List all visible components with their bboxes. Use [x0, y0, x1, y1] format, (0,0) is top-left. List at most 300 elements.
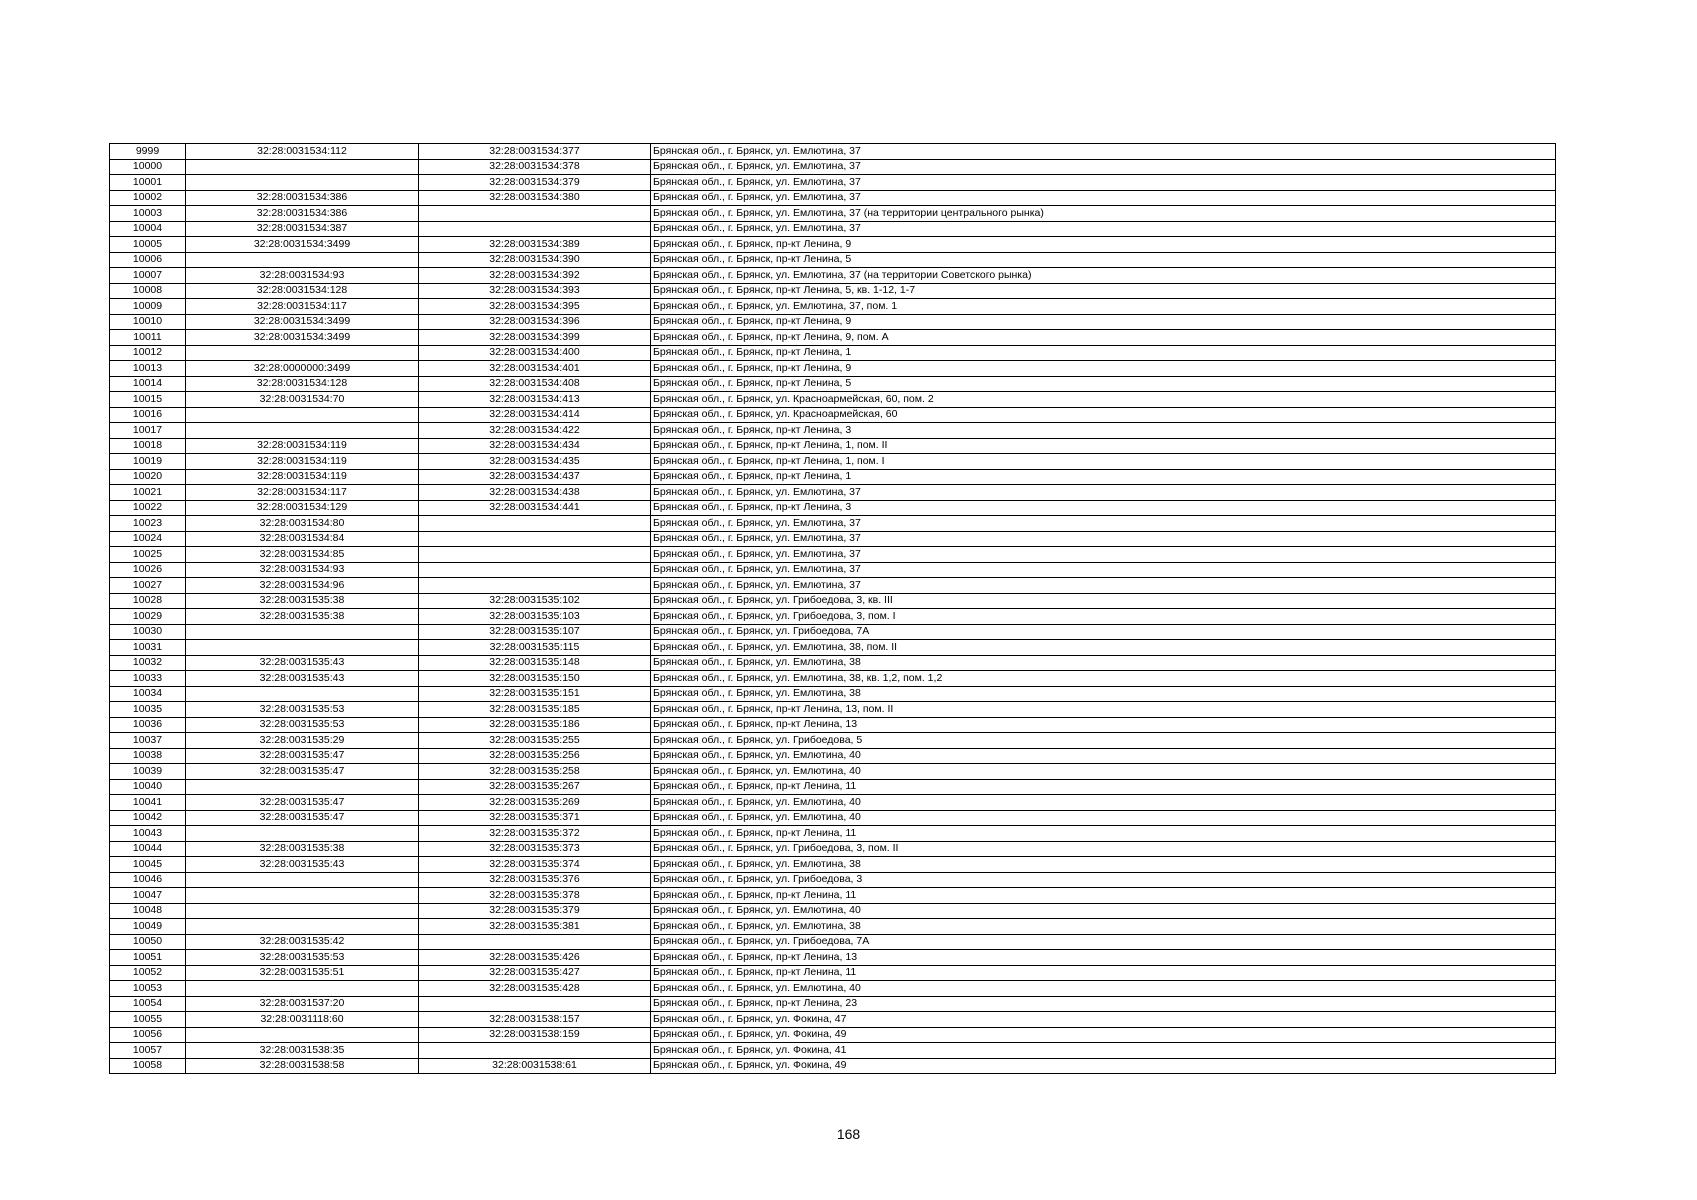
address-cell: Брянская обл., г. Брянск, ул. Емлютина, 37 [651, 547, 1556, 563]
row-number-cell: 10000 [110, 159, 186, 175]
address-cell: Брянская обл., г. Брянск, пр-кт Ленина, 23 [651, 996, 1556, 1012]
address-cell: Брянская обл., г. Брянск, ул. Емлютина, 38 [651, 919, 1556, 935]
object-number-cell: 32:28:0031535:372 [419, 826, 651, 842]
object-number-cell [419, 531, 651, 547]
parcel-number-cell: 32:28:0031535:47 [186, 764, 419, 780]
object-number-cell: 32:28:0031535:426 [419, 950, 651, 966]
table-row [110, 779, 1556, 795]
row-number-cell: 10008 [110, 283, 186, 299]
parcel-number-cell: 32:28:0031534:96 [186, 578, 419, 594]
row-number-cell: 10028 [110, 593, 186, 609]
object-number-cell: 32:28:0031534:390 [419, 252, 651, 268]
object-number-cell: 32:28:0031535:148 [419, 655, 651, 671]
address-cell: Брянская обл., г. Брянск, пр-кт Ленина, 1, пом. II [651, 438, 1556, 454]
row-number-cell: 10015 [110, 392, 186, 408]
object-number-cell: 32:28:0031535:255 [419, 733, 651, 749]
address-cell: Брянская обл., г. Брянск, пр-кт Ленина, 11 [651, 965, 1556, 981]
address-cell: Брянская обл., г. Брянск, ул. Емлютина, 40 [651, 903, 1556, 919]
parcel-number-cell: 32:28:0031534:93 [186, 562, 419, 578]
table-row [110, 438, 1556, 454]
row-number-cell: 10009 [110, 299, 186, 315]
row-number-cell: 10031 [110, 640, 186, 656]
row-number-cell: 10001 [110, 175, 186, 191]
object-number-cell: 32:28:0031535:115 [419, 640, 651, 656]
parcel-number-cell: 32:28:0031538:58 [186, 1058, 419, 1074]
parcel-number-cell: 32:28:0031118:60 [186, 1012, 419, 1028]
table-row [110, 717, 1556, 733]
object-number-cell: 32:28:0031534:441 [419, 500, 651, 516]
address-cell: Брянская обл., г. Брянск, ул. Емлютина, 37 [651, 531, 1556, 547]
parcel-number-cell: 32:28:0031535:38 [186, 609, 419, 625]
parcel-number-cell: 32:28:0031535:47 [186, 795, 419, 811]
row-number-cell: 10016 [110, 407, 186, 423]
object-number-cell: 32:28:0031535:381 [419, 919, 651, 935]
row-number-cell: 10025 [110, 547, 186, 563]
table-row [110, 1012, 1556, 1028]
row-number-cell: 10046 [110, 872, 186, 888]
row-number-cell: 10053 [110, 981, 186, 997]
address-cell: Брянская обл., г. Брянск, пр-кт Ленина, 13, пом. II [651, 702, 1556, 718]
table-row [110, 485, 1556, 501]
object-number-cell: 32:28:0031534:413 [419, 392, 651, 408]
address-cell: Брянская обл., г. Брянск, пр-кт Ленина, 11 [651, 826, 1556, 842]
parcel-number-cell: 32:28:0031535:53 [186, 950, 419, 966]
object-number-cell: 32:28:0031538:157 [419, 1012, 651, 1028]
row-number-cell: 10019 [110, 454, 186, 470]
address-cell: Брянская обл., г. Брянск, ул. Емлютина, 38 [651, 655, 1556, 671]
parcel-number-cell [186, 345, 419, 361]
parcel-number-cell [186, 686, 419, 702]
address-cell: Брянская обл., г. Брянск, ул. Емлютина, 40 [651, 981, 1556, 997]
table-row [110, 733, 1556, 749]
object-number-cell: 32:28:0031535:269 [419, 795, 651, 811]
address-cell: Брянская обл., г. Брянск, ул. Грибоедова, 3 [651, 872, 1556, 888]
table-row [110, 841, 1556, 857]
address-cell: Брянская обл., г. Брянск, пр-кт Ленина, 5 [651, 376, 1556, 392]
parcel-number-cell: 32:28:0031535:47 [186, 748, 419, 764]
table-row [110, 547, 1556, 563]
row-number-cell: 10012 [110, 345, 186, 361]
address-cell: Брянская обл., г. Брянск, ул. Емлютина, 37 [651, 159, 1556, 175]
address-cell: Брянская обл., г. Брянск, пр-кт Ленина, 9, пом. А [651, 330, 1556, 346]
object-number-cell [419, 996, 651, 1012]
row-number-cell: 10007 [110, 268, 186, 284]
row-number-cell: 10044 [110, 841, 186, 857]
table-row [110, 407, 1556, 423]
row-number-cell: 10005 [110, 237, 186, 253]
address-cell: Брянская обл., г. Брянск, пр-кт Ленина, 5, кв. 1-12, 1-7 [651, 283, 1556, 299]
parcel-number-cell: 32:28:0031534:386 [186, 190, 419, 206]
parcel-number-cell: 32:28:0031535:38 [186, 593, 419, 609]
table-row [110, 516, 1556, 532]
table-row [110, 423, 1556, 439]
row-number-cell: 9999 [110, 144, 186, 160]
address-cell: Брянская обл., г. Брянск, ул. Емлютина, 38 [651, 686, 1556, 702]
parcel-number-cell [186, 826, 419, 842]
table-row [110, 221, 1556, 237]
object-number-cell: 32:28:0031534:392 [419, 268, 651, 284]
parcel-number-cell: 32:28:0031534:80 [186, 516, 419, 532]
parcel-number-cell: 32:28:0031535:51 [186, 965, 419, 981]
object-number-cell: 32:28:0031535:258 [419, 764, 651, 780]
object-number-cell: 32:28:0031534:434 [419, 438, 651, 454]
parcel-number-cell [186, 252, 419, 268]
parcel-number-cell: 32:28:0031534:70 [186, 392, 419, 408]
row-number-cell: 10037 [110, 733, 186, 749]
parcel-number-cell [186, 919, 419, 935]
row-number-cell: 10045 [110, 857, 186, 873]
address-cell: Брянская обл., г. Брянск, ул. Фокина, 41 [651, 1043, 1556, 1059]
row-number-cell: 10024 [110, 531, 186, 547]
object-number-cell: 32:28:0031535:150 [419, 671, 651, 687]
table-row [110, 469, 1556, 485]
row-number-cell: 10039 [110, 764, 186, 780]
parcel-number-cell: 32:28:0031534:387 [186, 221, 419, 237]
row-number-cell: 10023 [110, 516, 186, 532]
table-row [110, 826, 1556, 842]
address-cell: Брянская обл., г. Брянск, пр-кт Ленина, 5 [651, 252, 1556, 268]
table-row [110, 159, 1556, 175]
address-cell: Брянская обл., г. Брянск, ул. Емлютина, 37 (на территории центрального рынка) [651, 206, 1556, 222]
table-row [110, 671, 1556, 687]
object-number-cell: 32:28:0031534:396 [419, 314, 651, 330]
address-cell: Брянская обл., г. Брянск, ул. Емлютина, 40 [651, 748, 1556, 764]
parcel-number-cell [186, 175, 419, 191]
table-row [110, 144, 1556, 160]
parcel-number-cell: 32:28:0031534:119 [186, 469, 419, 485]
table-row [110, 919, 1556, 935]
object-number-cell: 32:28:0031534:408 [419, 376, 651, 392]
parcel-number-cell: 32:28:0031537:20 [186, 996, 419, 1012]
address-cell: Брянская обл., г. Брянск, пр-кт Ленина, 9 [651, 314, 1556, 330]
table-row [110, 454, 1556, 470]
address-cell: Брянская обл., г. Брянск, ул. Фокина, 47 [651, 1012, 1556, 1028]
address-cell: Брянская обл., г. Брянск, ул. Емлютина, 38, кв. 1,2, пом. 1,2 [651, 671, 1556, 687]
object-number-cell [419, 1043, 651, 1059]
table-row [110, 314, 1556, 330]
parcel-number-cell: 32:28:0031535:29 [186, 733, 419, 749]
object-number-cell: 32:28:0031535:103 [419, 609, 651, 625]
object-number-cell: 32:28:0031538:159 [419, 1027, 651, 1043]
address-cell: Брянская обл., г. Брянск, ул. Емлютина, 40 [651, 810, 1556, 826]
table-row [110, 934, 1556, 950]
row-number-cell: 10047 [110, 888, 186, 904]
parcel-number-cell: 32:28:0000000:3499 [186, 361, 419, 377]
address-cell: Брянская обл., г. Брянск, пр-кт Ленина, 3 [651, 423, 1556, 439]
object-number-cell [419, 578, 651, 594]
row-number-cell: 10040 [110, 779, 186, 795]
row-number-cell: 10026 [110, 562, 186, 578]
row-number-cell: 10050 [110, 934, 186, 950]
address-cell: Брянская обл., г. Брянск, ул. Емлютина, 37 [651, 190, 1556, 206]
row-number-cell: 10055 [110, 1012, 186, 1028]
table-row [110, 702, 1556, 718]
row-number-cell: 10042 [110, 810, 186, 826]
object-number-cell: 32:28:0031534:377 [419, 144, 651, 160]
table-row [110, 903, 1556, 919]
row-number-cell: 10017 [110, 423, 186, 439]
object-number-cell: 32:28:0031534:378 [419, 159, 651, 175]
table-row [110, 206, 1556, 222]
row-number-cell: 10041 [110, 795, 186, 811]
parcel-number-cell [186, 981, 419, 997]
row-number-cell: 10027 [110, 578, 186, 594]
parcel-number-cell: 32:28:0031534:128 [186, 376, 419, 392]
table-row [110, 237, 1556, 253]
address-cell: Брянская обл., г. Брянск, ул. Емлютина, 37, пом. 1 [651, 299, 1556, 315]
row-number-cell: 10032 [110, 655, 186, 671]
row-number-cell: 10010 [110, 314, 186, 330]
parcel-number-cell: 32:28:0031535:42 [186, 934, 419, 950]
address-cell: Брянская обл., г. Брянск, ул. Грибоедова, 3, пом. I [651, 609, 1556, 625]
object-number-cell: 32:28:0031534:399 [419, 330, 651, 346]
table-row [110, 345, 1556, 361]
object-number-cell: 32:28:0031535:428 [419, 981, 651, 997]
table-row [110, 1043, 1556, 1059]
object-number-cell: 32:28:0031534:438 [419, 485, 651, 501]
row-number-cell: 10013 [110, 361, 186, 377]
address-cell: Брянская обл., г. Брянск, ул. Емлютина, 37 [651, 221, 1556, 237]
address-cell: Брянская обл., г. Брянск, ул. Емлютина, 40 [651, 764, 1556, 780]
row-number-cell: 10052 [110, 965, 186, 981]
parcel-number-cell: 32:28:0031535:38 [186, 841, 419, 857]
object-number-cell: 32:28:0031535:427 [419, 965, 651, 981]
object-number-cell: 32:28:0031534:435 [419, 454, 651, 470]
row-number-cell: 10049 [110, 919, 186, 935]
table-row [110, 299, 1556, 315]
table-row [110, 686, 1556, 702]
table-row [110, 175, 1556, 191]
address-cell: Брянская обл., г. Брянск, ул. Грибоедова, 7А [651, 624, 1556, 640]
address-cell: Брянская обл., г. Брянск, ул. Фокина, 49 [651, 1027, 1556, 1043]
object-number-cell: 32:28:0031534:422 [419, 423, 651, 439]
parcel-number-cell [186, 640, 419, 656]
parcel-number-cell: 32:28:0031534:117 [186, 299, 419, 315]
table-row [110, 376, 1556, 392]
table-row [110, 330, 1556, 346]
address-cell: Брянская обл., г. Брянск, ул. Емлютина, 37 [651, 516, 1556, 532]
address-cell: Брянская обл., г. Брянск, ул. Грибоедова, 3, кв. III [651, 593, 1556, 609]
parcel-number-cell: 32:28:0031534:129 [186, 500, 419, 516]
row-number-cell: 10036 [110, 717, 186, 733]
table-row [110, 810, 1556, 826]
table-row [110, 268, 1556, 284]
row-number-cell: 10022 [110, 500, 186, 516]
row-number-cell: 10035 [110, 702, 186, 718]
table-row [110, 562, 1556, 578]
parcel-number-cell [186, 423, 419, 439]
address-cell: Брянская обл., г. Брянск, ул. Емлютина, 37 [651, 485, 1556, 501]
row-number-cell: 10002 [110, 190, 186, 206]
object-number-cell: 32:28:0031534:437 [419, 469, 651, 485]
address-cell: Брянская обл., г. Брянск, ул. Емлютина, 40 [651, 795, 1556, 811]
address-cell: Брянская обл., г. Брянск, ул. Емлютина, 38, пом. II [651, 640, 1556, 656]
table-row [110, 764, 1556, 780]
address-cell: Брянская обл., г. Брянск, пр-кт Ленина, 13 [651, 950, 1556, 966]
address-cell: Брянская обл., г. Брянск, пр-кт Ленина, 1, пом. I [651, 454, 1556, 470]
row-number-cell: 10051 [110, 950, 186, 966]
object-number-cell [419, 562, 651, 578]
row-number-cell: 10014 [110, 376, 186, 392]
table-row [110, 593, 1556, 609]
object-number-cell: 32:28:0031535:151 [419, 686, 651, 702]
address-cell: Брянская обл., г. Брянск, ул. Емлютина, 37 [651, 562, 1556, 578]
object-number-cell: 32:28:0031535:107 [419, 624, 651, 640]
parcel-number-cell: 32:28:0031534:119 [186, 438, 419, 454]
parcel-number-cell: 32:28:0031535:43 [186, 671, 419, 687]
row-number-cell: 10029 [110, 609, 186, 625]
address-cell: Брянская обл., г. Брянск, ул. Фокина, 49 [651, 1058, 1556, 1074]
parcel-number-cell: 32:28:0031534:119 [186, 454, 419, 470]
table-row [110, 1027, 1556, 1043]
row-number-cell: 10034 [110, 686, 186, 702]
table-row [110, 531, 1556, 547]
object-number-cell: 32:28:0031535:379 [419, 903, 651, 919]
table-row [110, 981, 1556, 997]
address-cell: Брянская обл., г. Брянск, ул. Красноармейская, 60, пом. 2 [651, 392, 1556, 408]
object-number-cell: 32:28:0031535:371 [419, 810, 651, 826]
parcel-number-cell [186, 888, 419, 904]
object-number-cell: 32:28:0031535:374 [419, 857, 651, 873]
table-row [110, 1058, 1556, 1074]
parcel-number-cell: 32:28:0031535:53 [186, 717, 419, 733]
table-row [110, 361, 1556, 377]
row-number-cell: 10006 [110, 252, 186, 268]
parcel-number-cell: 32:28:0031534:3499 [186, 330, 419, 346]
parcel-number-cell: 32:28:0031535:43 [186, 857, 419, 873]
parcel-number-cell [186, 159, 419, 175]
table-row [110, 888, 1556, 904]
table-row [110, 655, 1556, 671]
address-cell: Брянская обл., г. Брянск, пр-кт Ленина, 1 [651, 469, 1556, 485]
registry-table-container [109, 143, 1556, 1074]
row-number-cell: 10011 [110, 330, 186, 346]
parcel-number-cell: 32:28:0031534:85 [186, 547, 419, 563]
parcel-number-cell: 32:28:0031535:43 [186, 655, 419, 671]
address-cell: Брянская обл., г. Брянск, ул. Красноармейская, 60 [651, 407, 1556, 423]
object-number-cell: 32:28:0031534:393 [419, 283, 651, 299]
parcel-number-cell: 32:28:0031534:117 [186, 485, 419, 501]
table-row [110, 392, 1556, 408]
row-number-cell: 10030 [110, 624, 186, 640]
row-number-cell: 10003 [110, 206, 186, 222]
row-number-cell: 10054 [110, 996, 186, 1012]
parcel-number-cell: 32:28:0031534:3499 [186, 314, 419, 330]
address-cell: Брянская обл., г. Брянск, ул. Грибоедова, 7А [651, 934, 1556, 950]
parcel-number-cell: 32:28:0031534:93 [186, 268, 419, 284]
parcel-number-cell: 32:28:0031534:112 [186, 144, 419, 160]
parcel-number-cell [186, 903, 419, 919]
object-number-cell: 32:28:0031535:267 [419, 779, 651, 795]
address-cell: Брянская обл., г. Брянск, пр-кт Ленина, 1 [651, 345, 1556, 361]
table-row [110, 578, 1556, 594]
parcel-number-cell: 32:28:0031535:53 [186, 702, 419, 718]
address-cell: Брянская обл., г. Брянск, ул. Грибоедова, 5 [651, 733, 1556, 749]
parcel-number-cell [186, 407, 419, 423]
object-number-cell: 32:28:0031534:389 [419, 237, 651, 253]
address-cell: Брянская обл., г. Брянск, ул. Грибоедова, 3, пом. II [651, 841, 1556, 857]
table-row [110, 624, 1556, 640]
address-cell: Брянская обл., г. Брянск, ул. Емлютина, 38 [651, 857, 1556, 873]
table-row [110, 996, 1556, 1012]
registry-table [109, 143, 1556, 1074]
object-number-cell [419, 516, 651, 532]
table-row [110, 252, 1556, 268]
row-number-cell: 10058 [110, 1058, 186, 1074]
row-number-cell: 10004 [110, 221, 186, 237]
row-number-cell: 10038 [110, 748, 186, 764]
address-cell: Брянская обл., г. Брянск, пр-кт Ленина, 9 [651, 237, 1556, 253]
parcel-number-cell: 32:28:0031534:128 [186, 283, 419, 299]
parcel-number-cell [186, 1027, 419, 1043]
row-number-cell: 10056 [110, 1027, 186, 1043]
address-cell: Брянская обл., г. Брянск, ул. Емлютина, 37 (на территории Советского рынка) [651, 268, 1556, 284]
object-number-cell: 32:28:0031535:256 [419, 748, 651, 764]
parcel-number-cell [186, 872, 419, 888]
parcel-number-cell: 32:28:0031534:386 [186, 206, 419, 222]
parcel-number-cell: 32:28:0031534:84 [186, 531, 419, 547]
table-row [110, 795, 1556, 811]
parcel-number-cell: 32:28:0031534:3499 [186, 237, 419, 253]
table-row [110, 640, 1556, 656]
page-number: 168 [836, 1126, 861, 1142]
parcel-number-cell [186, 779, 419, 795]
address-cell: Брянская обл., г. Брянск, пр-кт Ленина, 11 [651, 888, 1556, 904]
object-number-cell [419, 547, 651, 563]
table-row [110, 857, 1556, 873]
table-row [110, 950, 1556, 966]
table-row [110, 283, 1556, 299]
address-cell: Брянская обл., г. Брянск, ул. Емлютина, 37 [651, 175, 1556, 191]
object-number-cell: 32:28:0031534:400 [419, 345, 651, 361]
table-row [110, 190, 1556, 206]
object-number-cell: 32:28:0031534:401 [419, 361, 651, 377]
object-number-cell: 32:28:0031535:378 [419, 888, 651, 904]
row-number-cell: 10021 [110, 485, 186, 501]
address-cell: Брянская обл., г. Брянск, ул. Емлютина, 37 [651, 578, 1556, 594]
object-number-cell: 32:28:0031535:373 [419, 841, 651, 857]
table-row [110, 965, 1556, 981]
object-number-cell [419, 206, 651, 222]
object-number-cell: 32:28:0031534:379 [419, 175, 651, 191]
object-number-cell: 32:28:0031535:376 [419, 872, 651, 888]
table-row [110, 748, 1556, 764]
address-cell: Брянская обл., г. Брянск, пр-кт Ленина, 3 [651, 500, 1556, 516]
row-number-cell: 10057 [110, 1043, 186, 1059]
row-number-cell: 10048 [110, 903, 186, 919]
row-number-cell: 10043 [110, 826, 186, 842]
address-cell: Брянская обл., г. Брянск, пр-кт Ленина, 13 [651, 717, 1556, 733]
object-number-cell: 32:28:0031535:102 [419, 593, 651, 609]
table-row [110, 500, 1556, 516]
parcel-number-cell: 32:28:0031538:35 [186, 1043, 419, 1059]
object-number-cell: 32:28:0031534:380 [419, 190, 651, 206]
row-number-cell: 10033 [110, 671, 186, 687]
object-number-cell: 32:28:0031534:395 [419, 299, 651, 315]
table-row [110, 872, 1556, 888]
parcel-number-cell [186, 624, 419, 640]
object-number-cell: 32:28:0031535:186 [419, 717, 651, 733]
object-number-cell: 32:28:0031535:185 [419, 702, 651, 718]
row-number-cell: 10018 [110, 438, 186, 454]
object-number-cell [419, 221, 651, 237]
object-number-cell: 32:28:0031534:414 [419, 407, 651, 423]
registry-table-body [110, 144, 1556, 1074]
object-number-cell [419, 934, 651, 950]
address-cell: Брянская обл., г. Брянск, ул. Емлютина, 37 [651, 144, 1556, 160]
table-row [110, 609, 1556, 625]
address-cell: Брянская обл., г. Брянск, пр-кт Ленина, 11 [651, 779, 1556, 795]
